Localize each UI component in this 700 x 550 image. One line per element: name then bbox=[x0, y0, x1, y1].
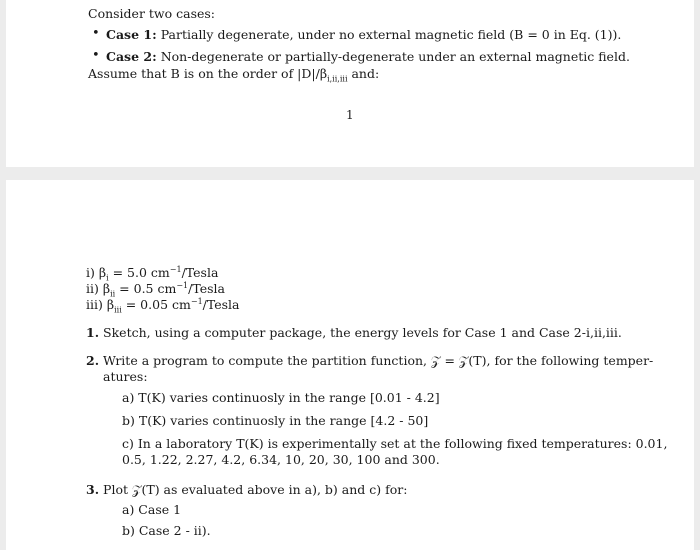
question-2b: b) T(K) varies continuosly in the range [4.2 - 50] bbox=[122, 413, 429, 428]
question-3a: a) Case 1 bbox=[122, 502, 182, 517]
case1-line bbox=[106, 27, 621, 42]
case2-label: Case 2: bbox=[106, 49, 157, 64]
question-1 bbox=[86, 325, 622, 340]
question-2c-cont: 0.5, 1.22, 2.27, 4.2, 6.34, 10, 20, 30, 100 and 300. bbox=[122, 452, 440, 467]
question-3-number: 3. bbox=[86, 482, 100, 497]
question-1-number: 1. bbox=[86, 325, 100, 340]
question-3 bbox=[86, 482, 407, 497]
question-2c: c) In a laboratory T(K) is experimentally set at the following fixed temperatures: 0.01, bbox=[122, 436, 668, 451]
assume-text: Assume that B is on the order of |D|/β bbox=[88, 66, 328, 81]
case1-label: Case 1: bbox=[106, 27, 157, 42]
question-1-text: Sketch, using a computer package, the energy levels for Case 1 and Case 2-i,ii,iii. bbox=[103, 325, 622, 340]
question-2-text-cont: atures: bbox=[103, 369, 148, 384]
assume-line bbox=[88, 66, 379, 87]
question-2-text: Write a program to compute the partition function, 𝒵 = 𝒵(T), for the following temper- bbox=[103, 353, 654, 368]
question-2 bbox=[86, 353, 653, 368]
question-2a: a) T(K) varies continuosly in the range [0.01 - 4.2] bbox=[122, 390, 440, 405]
case2-line bbox=[106, 49, 630, 64]
assume-sub: i,ii,iii bbox=[327, 74, 348, 84]
bullet-icon: • bbox=[92, 48, 100, 63]
case1-text: Partially degenerate, under no external magnetic field (B = 0 in Eq. (1)). bbox=[160, 27, 622, 42]
bullet-icon: • bbox=[92, 26, 100, 41]
page-number: 1 bbox=[346, 108, 354, 122]
beta-i: i) $\beta_i = 5.0$ $cm^{-1}$/Tesla bbox=[86, 265, 219, 283]
question-2-number: 2. bbox=[86, 353, 100, 368]
beta-ii: ii) $\beta_{ii} = 0.5$ $cm^{-1}$/Tesla bbox=[86, 281, 225, 299]
beta-iii: iii) $\beta_{iii} = 0.05$ $cm^{-1}$/Tesla bbox=[86, 297, 240, 315]
intro-text: Consider two cases: bbox=[88, 6, 216, 21]
case2-text: Non-degenerate or partially-degenerate under an external magnetic field. bbox=[160, 49, 630, 64]
page-1 bbox=[6, 0, 694, 167]
question-3-text: Plot 𝒵(T) as evaluated above in a), b) and c) for: bbox=[103, 482, 408, 497]
page-2 bbox=[6, 180, 694, 550]
question-3b: b) Case 2 - ii). bbox=[122, 523, 211, 538]
assume-end: and: bbox=[347, 66, 380, 81]
